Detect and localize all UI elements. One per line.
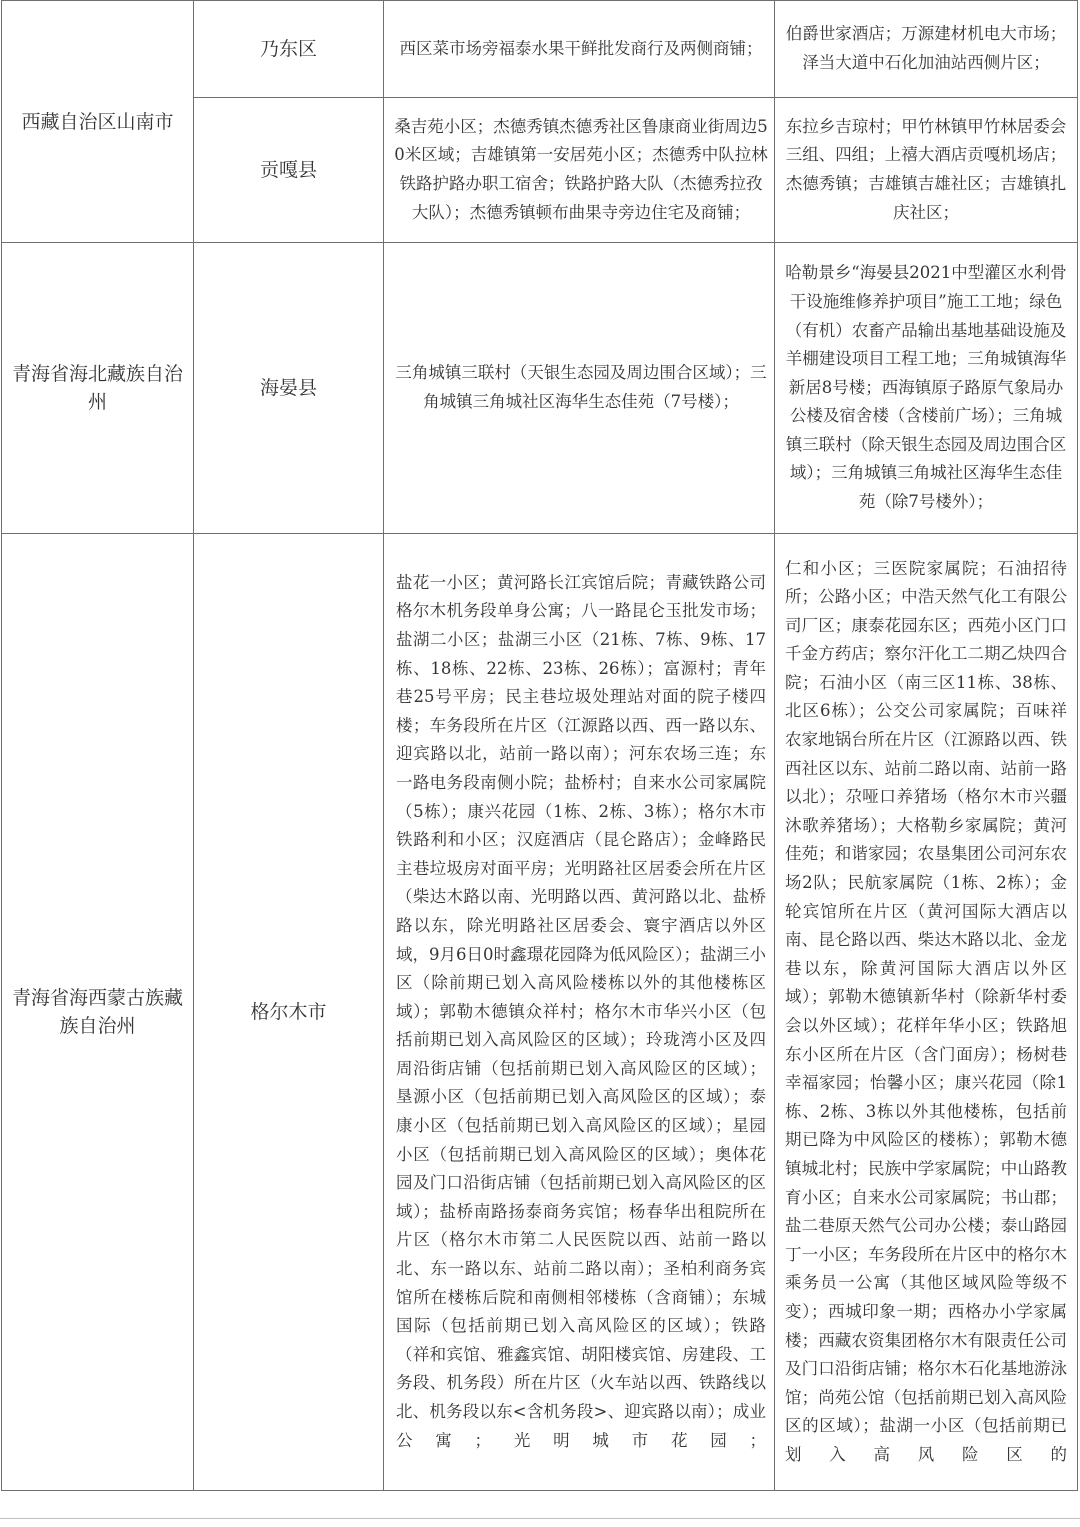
province-name: 青海省海北藏族自治州 (12, 363, 184, 413)
table-row (2, 243, 1078, 534)
page-bottom-divider (0, 1518, 1080, 1519)
high-risk-cell (384, 98, 775, 243)
high-risk-cell (384, 243, 775, 534)
risk-area-table (1, 0, 1078, 1491)
high-risk-cell (384, 534, 775, 1491)
high-risk-cell (384, 1, 775, 98)
district-cell (194, 243, 384, 534)
district-name: 乃东区 (259, 38, 317, 60)
district-name: 海晏县 (259, 377, 317, 399)
high-risk-areas: 盐花一小区；黄河路长江宾馆后院；青藏铁路公司格尔木机务段单身公寓；八一路昆仑玉批发市场；盐湖二小区；盐湖三小区（21栋、7栋、9栋、17栋、18栋、22栋、23栋、26栋）；富源村；青年巷25号平房；民主巷垃圾处理站对面的院子楼四楼；车务段所在片区（江源路以西、西一路以东、迎宾路以北，站前一路以南）；河东农场三连；东一路电务段南侧小院；盐桥村；自来水公司家属院（5栋）；康兴花园（1栋、2栋、3栋）；格尔木市铁路利和小区；汉庭酒店（昆仑路店）；金峰路民主巷垃圾房对面平房；光明路社区居委会所在片区（柴达木路以南、光明路以西、黄河路以北、盐桥路以东，除光明路社区居委会、寰宇酒店以外区域，9月6日0时鑫璟花园降为低风险区）；盐湖三小区（除前期已划入高风险楼栋以外的其他楼栋区域）；郭勒木德镇众祥村；格尔木市华兴小区（包括前期已划入高风险区的区域）；玲珑湾小区及四周沿街店铺（包括前期已划入高风险区的区域）；垦源小区（包括前期已划入高风险区的区域）；泰康小区（包括前期已划入高风险区的区域）；星园小区（包括前期已划入高风险区的区域）；奥体花园及门口沿街店铺（包括前期已划入高风险区的区域）；盐桥南路扬泰商务宾馆；杨春华出租院所在片区（格尔木市第二人民医院以西、站前一路以北、东一路以东、站前二路以南）；圣柏利商务宾馆所在楼栋后院和南侧相邻楼栋（含商铺）；东城国际（包括前期已划入高风险区的区域）；铁路（祥和宾馆、雅鑫宾馆、胡阳楼宾馆、房建段、工务段、机务段）所在片区（火车站以西、铁路线以北、机务段以东<含机务段>、迎宾路以南）；成业公寓；光明城市花园； (396, 572, 766, 1450)
district-cell (194, 98, 384, 243)
district-cell (194, 534, 384, 1491)
province-cell (2, 1, 194, 243)
medium-risk-cell (775, 534, 1078, 1491)
medium-risk-cell (775, 243, 1078, 534)
province-cell (2, 243, 194, 534)
table-row (2, 534, 1078, 1491)
province-name: 青海省海西蒙古族藏族自治州 (12, 987, 184, 1037)
medium-risk-areas: 哈勒景乡“海晏县2021中型灌区水利骨干设施维修养护项目”施工工地；绿色（有机）农畜产品输出基地基础设施及羊棚建设项目工程工地；三角城镇海华新居8号楼；西海镇原子路原气象局办公楼及宿舍楼（含楼前广场）；三角城镇三联村（除天银生态园及周边围合区域）；三角城镇三角城社区海华生态佳苑（除7号楼外）； (785, 263, 1067, 512)
table-row (2, 1, 1078, 98)
medium-risk-areas: 伯爵世家酒店；万源建材机电大市场；泽当大道中石化加油站西侧片区； (785, 24, 1067, 72)
medium-risk-cell (775, 1, 1078, 98)
district-name: 格尔木市 (250, 1001, 327, 1023)
district-name: 贡嘎县 (259, 159, 317, 181)
high-risk-areas: 桑吉苑小区；杰德秀镇杰德秀社区鲁康商业街周边50米区域；吉雄镇第一安居苑小区；杰德秀中队拉林铁路护路办职工宿舍；铁路护路大队（杰德秀拉孜大队）；杰德秀镇顿布曲果寺旁边住宅及商铺； (394, 116, 768, 222)
medium-risk-areas: 仁和小区；三医院家属院；石油招待所；公路小区；中浩天然气化工有限公司厂区；康泰花园东区；西苑小区门口千金方药店；察尔汗化工二期乙炔四合院；石油小区（南三区11栋、38栋、北区6栋）；公交公司家属院；百味祥农家地锅台所在片区（江源路以西、铁西社区以东、站前二路以南、站前一路以北）；尕哑口养猪场（格尔木市兴疆沐歌养猪场）；大格勒乡家属院；黄河佳苑；和谐家园；农垦集团公司河东农场2队；民航家属院（1栋、2栋）；金轮宾馆所在片区（黄河国际大酒店以南、昆仑路以西、柴达木路以北、金龙巷以东，除黄河国际大酒店以外区域）；郭勒木德镇新华村（除新华村委会以外区域）；花样年华小区；铁路旭东小区所在片区（含门面房）；杨树巷幸福家园；怡馨小区；康兴花园（除1栋、2栋、3栋以外其他楼栋，包括前期已降为中风险区的楼栋）；郭勒木德镇城北村；民族中学家属院；中山路教育小区；自来水公司家属院；书山郡；盐二巷原天然气公司办公楼；泰山路园丁一小区；车务段所在片区中的格尔木乘务员一公寓（其他区域风险等级不变）；西城印象一期；西格办小学家属楼；西藏农资集团格尔木有限责任公司及门口沿街店铺；格尔木石化基地游泳馆；尚苑公馆（包括前期已划入高风险区的区域）；盐湖一小区（包括前期已划入高风险区的 (785, 558, 1067, 1464)
medium-risk-areas: 东拉乡吉琼村；甲竹林镇甲竹林居委会三组、四组；上禧大酒店贡嘎机场店；杰德秀镇；吉雄镇吉雄社区；吉雄镇扎庆社区； (785, 116, 1067, 222)
high-risk-areas: 西区菜市场旁福泰水果干鲜批发商行及两侧商铺； (399, 38, 763, 58)
province-cell (2, 534, 194, 1491)
medium-risk-cell (775, 98, 1078, 243)
district-cell (194, 1, 384, 98)
high-risk-areas: 三角城镇三联村（天银生态园及周边围合区域）；三角城镇三角城社区海华生态佳苑（7号楼）； (395, 363, 767, 411)
province-name: 西藏自治区山南市 (21, 110, 174, 133)
